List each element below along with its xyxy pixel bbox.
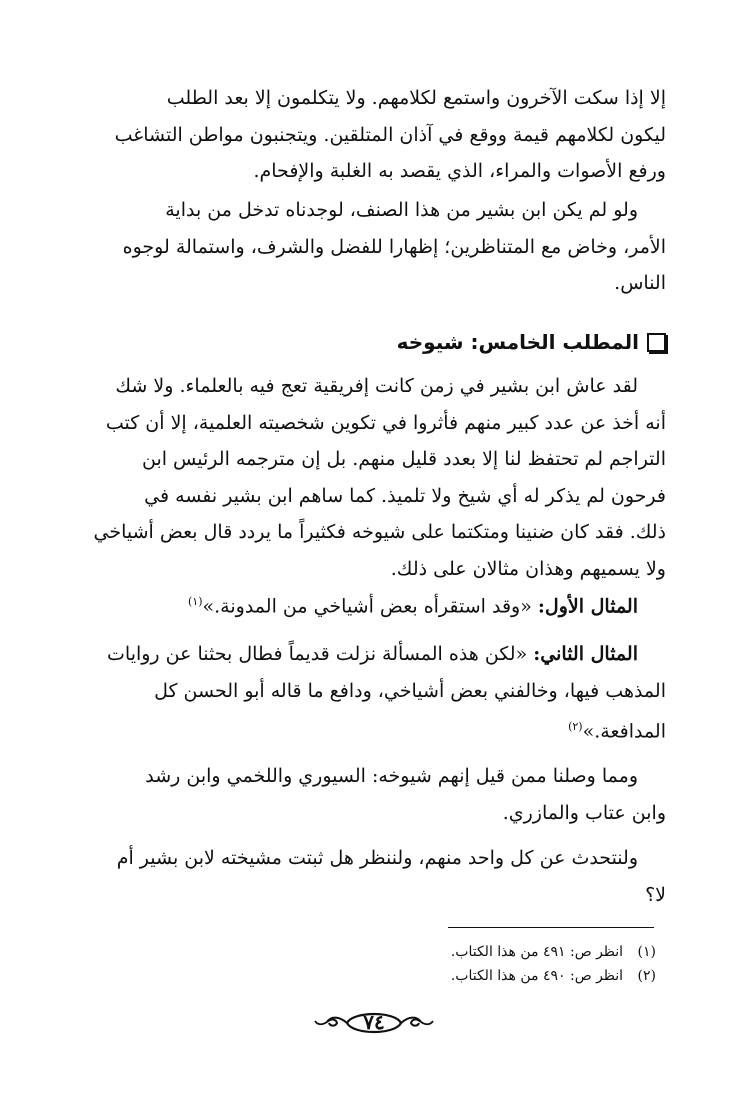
footnote-text: انظر ص: ٤٩٠ من هذا الكتاب. <box>450 968 624 984</box>
paragraph-5 <box>72 840 666 913</box>
text-line: ذلك. فقد كان ضنينا ومتكتما على شيوخه فكثيراً ما يردد قال بعض أشياخي <box>93 521 666 543</box>
square-bullet-icon <box>647 333 666 352</box>
footnote-text: انظر ص: ٤٩١ من هذا الكتاب. <box>450 944 624 960</box>
text-line: ورفع الأصوات والمراء، الذي يقصد به الغلبة والإفحام. <box>253 160 666 182</box>
text-line: إلا إذا سكت الآخرون واستمع لكلامهم. ولا يتكلمون إلا بعد الطلب <box>166 87 666 109</box>
example-2 <box>72 636 666 750</box>
example-quote: «وقد استقرأه بعض أشياخي من المدونة.» <box>202 595 532 618</box>
example-quote-end: المدافعة.» <box>582 720 666 743</box>
text-line: لا؟ <box>645 883 666 906</box>
footnote-ref: (١) <box>188 595 203 608</box>
text-line: وابن عتاب والمازري. <box>502 801 666 824</box>
footnote-number: (١) <box>637 944 656 960</box>
footnotes <box>256 940 656 988</box>
text-line: ولو لم يكن ابن بشير من هذا الصنف، لوجدناه تدخل من بداية <box>165 199 638 221</box>
section-heading-text: المطلب الخامس: شيوخه <box>396 330 639 354</box>
footnote-1 <box>256 940 656 964</box>
text-line <box>72 636 666 673</box>
text-line: ليكون لكلامهم قيمة ووقع في آذان المتلقين. ويتجنبون مواطن التشاغب <box>114 123 666 146</box>
text-line: ومما وصلنا ممن قيل إنهم شيوخه: السيوري واللخمي وابن رشد <box>145 765 638 787</box>
text-line: فرحون لم يذكر له أي شيخ ولا تلميذ. كما ساهم ابن بشير نفسه في <box>144 484 666 507</box>
paragraph-1 <box>72 80 666 190</box>
footnote-ref: (٢) <box>568 720 583 733</box>
text-line: أنه أخذ عن عدد كبير منهم فأثروا في تكوين شخصيته العلمية، إلا أن كتب <box>105 411 666 434</box>
text-line <box>72 584 666 625</box>
example-1 <box>72 584 666 625</box>
text-line: ولا يسميهم وهذان مثالان على ذلك. <box>390 557 666 580</box>
text-line: الأمر، وخاض مع المتناظرين؛ إظهارا للفضل والشرف، واستمالة لوجوه <box>122 235 666 258</box>
page-number: ٧٤ <box>363 1010 385 1034</box>
text-line: التراجم لم تحتفظ لنا إلا بعدد قليل منهم. بل إن مترجمه الرئيس ابن <box>141 448 666 470</box>
footnote-number: (٢) <box>637 968 656 984</box>
example-quote: «لكن هذه المسألة نزلت قديماً فطال بحثنا عن روايات <box>107 643 528 665</box>
example-label: المثال الأول: <box>537 595 638 618</box>
section-heading <box>397 330 666 354</box>
paragraph-4 <box>72 758 666 831</box>
text-line: لقد عاش ابن بشير في زمن كانت إفريقية تعج فيه بالعلماء. ولا شك <box>115 375 638 397</box>
footnote-divider <box>448 927 654 928</box>
paragraph-2 <box>72 192 666 302</box>
footnote-2 <box>256 964 656 988</box>
text-line <box>72 709 666 750</box>
example-label: المثال الثاني: <box>533 643 638 665</box>
text-line: الناس. <box>614 272 666 294</box>
text-line: المذهب فيها، وخالفني بعض أشياخي، ودافع ما قاله أبو الحسن كل <box>154 679 666 702</box>
page-number-ornament <box>0 1006 748 1040</box>
paragraph-3 <box>72 368 666 587</box>
text-line: ولنتحدث عن كل واحد منهم، ولننظر هل ثبتت مشيخته لابن بشير أم <box>116 847 638 869</box>
